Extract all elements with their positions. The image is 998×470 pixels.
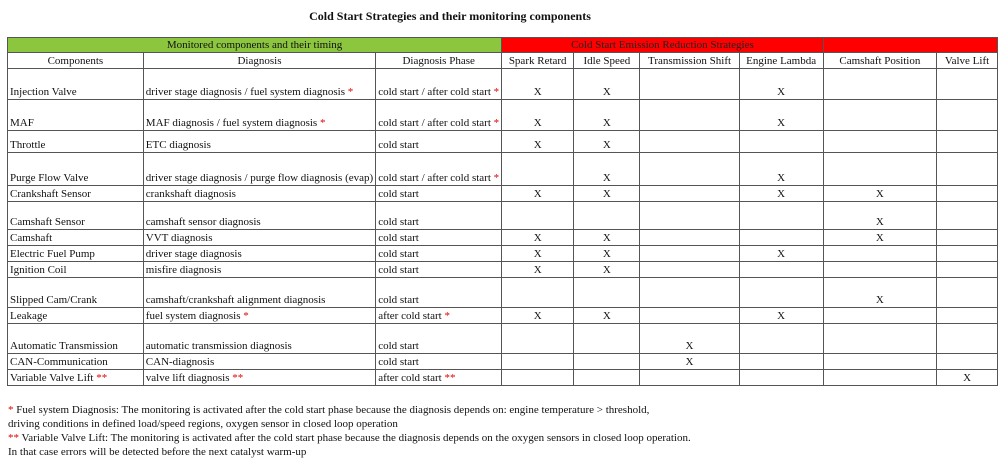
strategy-mark: X xyxy=(739,100,823,131)
component-cell: Automatic Transmission xyxy=(8,324,144,354)
strategy-cell-empty xyxy=(823,69,936,100)
table-row xyxy=(8,278,998,308)
strategy-cell-empty xyxy=(823,262,936,278)
strategy-mark: X xyxy=(739,69,823,100)
table-row xyxy=(8,230,998,246)
component-cell: Purge Flow Valve xyxy=(8,153,144,186)
diagnosis-cell: MAF diagnosis / fuel system diagnosis * xyxy=(143,100,375,131)
component-cell: Leakage xyxy=(8,308,144,324)
strategy-cell-empty xyxy=(823,370,936,386)
strategy-cell-empty xyxy=(739,131,823,153)
strategy-mark: X xyxy=(574,186,640,202)
column-header: Camshaft Position xyxy=(823,53,936,69)
strategy-mark: X xyxy=(640,324,739,354)
strategy-mark: X xyxy=(502,100,574,131)
strategy-cell-empty xyxy=(574,202,640,230)
strategy-cell-empty xyxy=(640,308,739,324)
strategy-cell-empty xyxy=(574,278,640,308)
diagnosis-cell: misfire diagnosis xyxy=(143,262,375,278)
table-row xyxy=(8,131,998,153)
strategy-mark: X xyxy=(502,186,574,202)
table-row xyxy=(8,324,998,354)
strategy-mark: X xyxy=(574,131,640,153)
strategy-cell-empty xyxy=(574,370,640,386)
strategy-mark: X xyxy=(502,230,574,246)
column-header: Transmission Shift xyxy=(640,53,739,69)
strategy-cell-empty xyxy=(640,202,739,230)
strategy-cell-empty xyxy=(640,246,739,262)
strategy-cell-empty xyxy=(937,262,998,278)
diagnosis-phase-cell: cold start xyxy=(376,230,502,246)
strategy-cell-empty xyxy=(640,131,739,153)
strategy-mark: X xyxy=(574,69,640,100)
strategy-cell-empty xyxy=(823,324,936,354)
strategy-cell-empty xyxy=(937,202,998,230)
strategy-cell-empty xyxy=(502,324,574,354)
strategy-mark: X xyxy=(574,153,640,186)
strategy-mark: X xyxy=(574,246,640,262)
table-row xyxy=(8,246,998,262)
footnote-1-line-2: driving conditions in defined load/speed regions, oxygen sensor in closed loop operation xyxy=(8,418,398,430)
table-row xyxy=(8,186,998,202)
strategy-mark: X xyxy=(823,278,936,308)
diagnosis-cell: valve lift diagnosis ** xyxy=(143,370,375,386)
component-cell: Camshaft xyxy=(8,230,144,246)
diagnosis-cell: ETC diagnosis xyxy=(143,131,375,153)
strategies-header-extension xyxy=(823,38,997,53)
diagnosis-cell: camshaft/crankshaft alignment diagnosis xyxy=(143,278,375,308)
diagnosis-cell: fuel system diagnosis * xyxy=(143,308,375,324)
monitored-components-header: Monitored components and their timing xyxy=(8,38,502,53)
table-row xyxy=(8,69,998,100)
footnote-2-marker: ** xyxy=(8,432,19,444)
component-cell: Camshaft Sensor xyxy=(8,202,144,230)
strategy-cell-empty xyxy=(574,324,640,354)
table-row xyxy=(8,262,998,278)
diagnosis-phase-cell: cold start xyxy=(376,202,502,230)
component-cell: Variable Valve Lift ** xyxy=(8,370,144,386)
diagnosis-phase-cell: after cold start * xyxy=(376,308,502,324)
diagnosis-phase-cell: cold start xyxy=(376,262,502,278)
strategy-cell-empty xyxy=(640,278,739,308)
table-body xyxy=(8,69,998,386)
column-header: Engine Lambda xyxy=(739,53,823,69)
cold-start-table xyxy=(7,37,998,386)
table-row xyxy=(8,153,998,186)
strategy-mark: X xyxy=(502,131,574,153)
table-row xyxy=(8,370,998,386)
diagnosis-cell: driver stage diagnosis xyxy=(143,246,375,262)
component-cell: MAF xyxy=(8,100,144,131)
column-header: Valve Lift xyxy=(937,53,998,69)
diagnosis-phase-cell: cold start / after cold start * xyxy=(376,153,502,186)
strategy-cell-empty xyxy=(502,370,574,386)
strategy-cell-empty xyxy=(640,186,739,202)
strategy-cell-empty xyxy=(640,262,739,278)
strategy-cell-empty xyxy=(739,370,823,386)
column-header: Components xyxy=(8,53,144,69)
strategy-cell-empty xyxy=(823,100,936,131)
strategy-mark: X xyxy=(823,230,936,246)
strategy-mark: X xyxy=(937,370,998,386)
diagnosis-cell: driver stage diagnosis / fuel system diagnosis * xyxy=(143,69,375,100)
strategy-mark: X xyxy=(502,262,574,278)
component-cell: Throttle xyxy=(8,131,144,153)
column-header-row xyxy=(8,53,998,69)
strategy-cell-empty xyxy=(502,354,574,370)
footnote-1-marker: * xyxy=(8,404,14,416)
component-cell: Ignition Coil xyxy=(8,262,144,278)
strategy-mark: X xyxy=(739,308,823,324)
diagnosis-cell: automatic transmission diagnosis xyxy=(143,324,375,354)
strategy-cell-empty xyxy=(937,246,998,262)
strategy-cell-empty xyxy=(502,202,574,230)
strategy-cell-empty xyxy=(640,153,739,186)
footnote-1-line-1: * Fuel system Diagnosis: The monitoring is activated after the cold start phase because the diagnosis depends on: engine temperature > threshold, xyxy=(8,404,650,416)
strategy-mark: X xyxy=(574,308,640,324)
strategy-cell-empty xyxy=(823,308,936,324)
table-row xyxy=(8,308,998,324)
component-cell: Crankshaft Sensor xyxy=(8,186,144,202)
strategy-cell-empty xyxy=(823,246,936,262)
strategy-mark: X xyxy=(823,186,936,202)
strategy-cell-empty xyxy=(739,202,823,230)
strategy-mark: X xyxy=(640,354,739,370)
strategy-cell-empty xyxy=(640,69,739,100)
table-row xyxy=(8,100,998,131)
strategy-mark: X xyxy=(502,69,574,100)
strategy-cell-empty xyxy=(823,131,936,153)
diagnosis-phase-cell: after cold start ** xyxy=(376,370,502,386)
strategy-cell-empty xyxy=(823,153,936,186)
footnotes xyxy=(8,403,691,459)
footnote-2-line-1: ** Variable Valve Lift: The monitoring is activated after the cold start phase because the diagnosis depends on the oxygen sensors in closed loop operation. xyxy=(8,432,691,444)
strategy-cell-empty xyxy=(739,262,823,278)
diagnosis-cell: camshaft sensor diagnosis xyxy=(143,202,375,230)
strategy-cell-empty xyxy=(937,69,998,100)
strategy-mark: X xyxy=(739,246,823,262)
strategy-cell-empty xyxy=(937,278,998,308)
strategy-mark: X xyxy=(823,202,936,230)
diagnosis-phase-cell: cold start xyxy=(376,131,502,153)
column-header: Diagnosis xyxy=(143,53,375,69)
diagnosis-phase-cell: cold start xyxy=(376,186,502,202)
strategy-mark: X xyxy=(502,246,574,262)
strategy-cell-empty xyxy=(640,100,739,131)
column-header: Idle Speed xyxy=(574,53,640,69)
strategies-header: Cold Start Emission Reduction Strategies xyxy=(502,38,824,53)
strategy-mark: X xyxy=(574,100,640,131)
strategy-mark: X xyxy=(502,308,574,324)
strategy-cell-empty xyxy=(739,230,823,246)
strategy-cell-empty xyxy=(739,324,823,354)
page-title: Cold Start Strategies and their monitoring components xyxy=(309,9,591,23)
diagnosis-phase-cell: cold start xyxy=(376,246,502,262)
strategy-mark: X xyxy=(739,153,823,186)
diagnosis-phase-cell: cold start / after cold start * xyxy=(376,69,502,100)
strategy-cell-empty xyxy=(502,278,574,308)
strategy-cell-empty xyxy=(937,186,998,202)
component-cell: CAN-Communication xyxy=(8,354,144,370)
diagnosis-cell: driver stage diagnosis / purge flow diagnosis (evap) xyxy=(143,153,375,186)
strategy-cell-empty xyxy=(739,354,823,370)
strategy-cell-empty xyxy=(937,230,998,246)
table-row xyxy=(8,202,998,230)
strategy-cell-empty xyxy=(823,354,936,370)
component-cell: Electric Fuel Pump xyxy=(8,246,144,262)
diagnosis-phase-cell: cold start xyxy=(376,324,502,354)
footnote-2-line-2: In that case errors will be detected before the next catalyst warm-up xyxy=(8,446,307,458)
diagnosis-cell: CAN-diagnosis xyxy=(143,354,375,370)
strategy-cell-empty xyxy=(640,370,739,386)
component-cell: Injection Valve xyxy=(8,69,144,100)
strategy-cell-empty xyxy=(937,324,998,354)
strategy-cell-empty xyxy=(937,131,998,153)
strategy-cell-empty xyxy=(640,230,739,246)
diagnosis-cell: VVT diagnosis xyxy=(143,230,375,246)
column-header: Spark Retard xyxy=(502,53,574,69)
strategy-cell-empty xyxy=(574,354,640,370)
strategy-cell-empty xyxy=(937,354,998,370)
strategy-cell-empty xyxy=(937,100,998,131)
column-header: Diagnosis Phase xyxy=(376,53,502,69)
diagnosis-phase-cell: cold start xyxy=(376,354,502,370)
diagnosis-cell: crankshaft diagnosis xyxy=(143,186,375,202)
strategy-mark: X xyxy=(574,262,640,278)
strategy-cell-empty xyxy=(937,308,998,324)
strategy-cell-empty xyxy=(502,153,574,186)
diagnosis-phase-cell: cold start xyxy=(376,278,502,308)
diagnosis-phase-cell: cold start / after cold start * xyxy=(376,100,502,131)
strategy-cell-empty xyxy=(937,153,998,186)
component-cell: Slipped Cam/Crank xyxy=(8,278,144,308)
table-row xyxy=(8,354,998,370)
strategy-mark: X xyxy=(739,186,823,202)
strategy-mark: X xyxy=(574,230,640,246)
strategy-cell-empty xyxy=(739,278,823,308)
